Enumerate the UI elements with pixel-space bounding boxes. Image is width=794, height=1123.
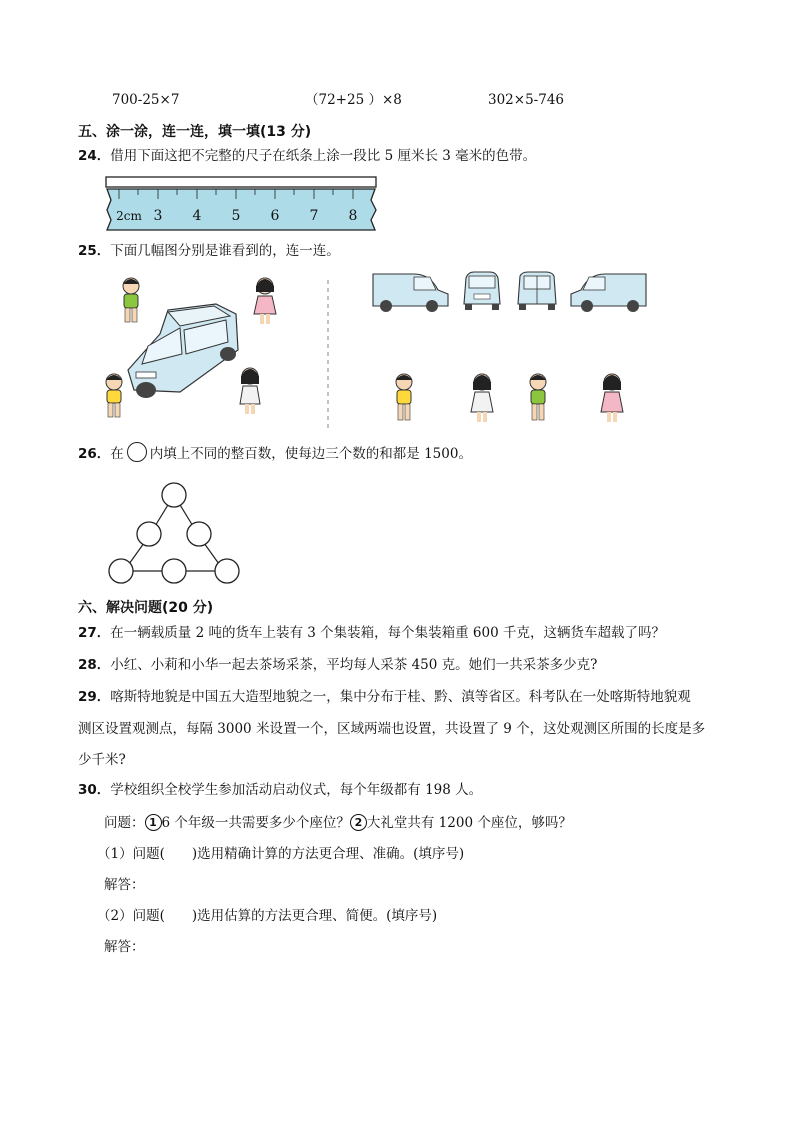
question-text-before: 在 <box>110 446 124 462</box>
ruler-label: 3 <box>153 208 163 224</box>
expression-2: （72+25 ）×8 <box>305 92 402 108</box>
van-side-view-icon <box>373 274 448 312</box>
question-text: 在一辆载质量 2 吨的货车上装有 3 个集装箱，每个集装箱重 600 千克，这辆货车超载了吗？ <box>110 625 665 641</box>
question-number: 30． <box>78 782 111 798</box>
problem-1-text: 6 个年级一共需要多少个座位？ <box>161 815 350 831</box>
question-29-line-3: 少千米? <box>78 752 126 768</box>
children-row <box>390 372 630 426</box>
boy-yellow-icon <box>396 374 412 420</box>
paper-strip <box>106 177 376 187</box>
question-text-line: 喀斯特地貌是中国五大造型地貌之一，集中分布于桂、黔、滇等省区。科考队在一处喀斯特地貌观 <box>110 689 691 705</box>
question-number: 26． <box>78 446 111 462</box>
question-text: 学校组织全校学生参加活动启动仪式，每个年级都有 198 人。 <box>110 782 483 798</box>
boy-top-left-icon <box>123 278 139 322</box>
answer-circle-left-middle[interactable] <box>137 522 161 546</box>
van-views <box>370 268 650 314</box>
boy-green-icon <box>530 374 546 420</box>
expression-1: 700-25×7 <box>112 92 180 108</box>
question-25 <box>78 241 340 261</box>
question-29-line-2: 测区设置观测点，每隔 3000 米设置一个，区域两端也设置，共设置了 9 个，这处观测区所围的长度是多 <box>78 721 706 737</box>
answer-circle-bottom-left[interactable] <box>109 559 133 583</box>
girl-top-right-icon <box>254 278 276 324</box>
question-text: 小红、小莉和小华一起去茶场采茶，平均每人采茶 450 克。她们一共采茶多少克? <box>110 657 598 673</box>
circled-number-1: 1 <box>145 814 162 831</box>
ruler-label: 4 <box>192 208 202 224</box>
answer-label-2: 解答： <box>104 939 145 955</box>
ruler-label: 7 <box>309 208 319 224</box>
question-number: 27． <box>78 625 111 641</box>
question-30 <box>78 780 482 800</box>
boy-bottom-left-icon <box>106 374 122 417</box>
answer-circle-top[interactable] <box>162 483 186 507</box>
answer-circle-right-middle[interactable] <box>187 522 211 546</box>
van-side-view-reversed-icon <box>571 274 646 312</box>
question-29 <box>78 687 691 707</box>
question-number: 25． <box>78 243 111 259</box>
ruler-label: 2cm <box>116 209 142 223</box>
question-text: 借用下面这把不完整的尺子在纸条上涂一段比 5 厘米长 3 毫米的色带。 <box>110 148 537 164</box>
problem-label: 问题： <box>104 815 145 831</box>
expression-3: 302×5-746 <box>488 92 564 108</box>
van-back-view-icon <box>518 272 556 310</box>
circle-icon <box>127 442 147 462</box>
answer-label-1: 解答： <box>104 877 145 893</box>
question-30-sub-2: （2）问题( )选用估算的方法更合理、简便。(填序号) <box>97 908 438 924</box>
question-number: 28． <box>78 657 111 673</box>
ruler-label: 6 <box>270 208 280 224</box>
triangle-circles-figure <box>104 480 244 590</box>
question-27 <box>78 623 665 643</box>
ruler-label: 5 <box>231 208 241 224</box>
question-30-sub-1: （1）问题( )选用精确计算的方法更合理、准确。(填序号) <box>97 846 465 862</box>
ruler-label: 8 <box>348 208 358 224</box>
question-24 <box>78 146 536 166</box>
answer-circle-bottom-middle[interactable] <box>162 559 186 583</box>
section-6-title: 六、解决问题(20 分) <box>78 600 214 616</box>
girl-bottom-right-icon <box>240 368 260 414</box>
van-scene-illustration <box>98 272 288 422</box>
ruler-body <box>107 189 376 230</box>
question-number: 24． <box>78 148 111 164</box>
question-text: 下面几幅图分别是谁看到的，连一连。 <box>110 243 340 259</box>
girl-pink-icon <box>601 374 623 422</box>
question-28 <box>78 655 597 675</box>
circled-number-2: 2 <box>350 814 367 831</box>
question-text-after: 内填上不同的整百数，使每边三个数的和都是 1500。 <box>149 446 472 462</box>
ruler-figure <box>105 176 377 232</box>
problem-2-text: 大礼堂共有 1200 个座位，够吗？ <box>366 815 572 831</box>
girl-white-icon <box>471 374 493 422</box>
section-5-title: 五、涂一涂，连一连，填一填(13 分) <box>78 124 312 140</box>
question-number: 29． <box>78 689 111 705</box>
van-front-view-icon <box>464 272 500 310</box>
question-30-problems <box>104 813 572 833</box>
van-3d <box>128 304 238 398</box>
answer-circle-bottom-right[interactable] <box>215 559 239 583</box>
dashed-divider <box>326 280 330 430</box>
question-26 <box>78 442 472 464</box>
